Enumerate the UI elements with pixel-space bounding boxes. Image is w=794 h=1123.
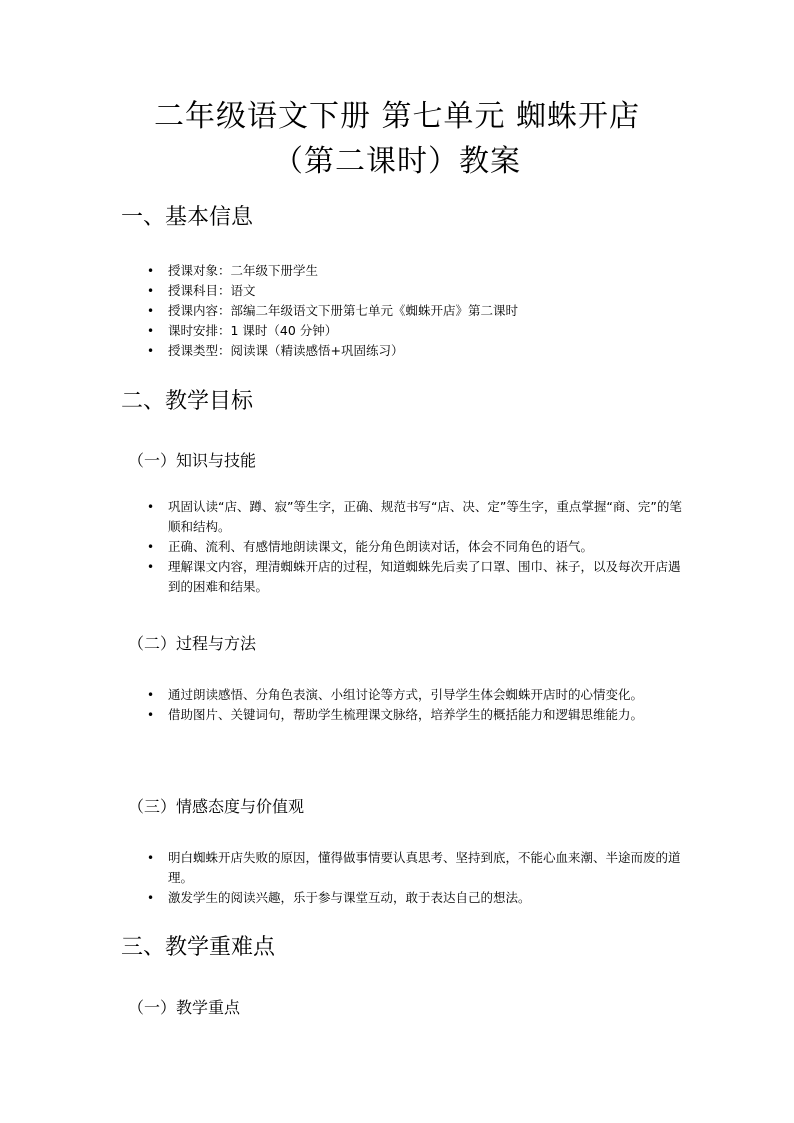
list-item: • 通过朗读感悟、分角色表演、小组讨论等方式，引导学生体会蜘蛛开店时的心情变化。 bbox=[147, 685, 682, 705]
subsection-heading-knowledge-skills: （一）知识与技能 bbox=[128, 451, 257, 470]
subsection-heading-teaching-focus: （一）教学重点 bbox=[128, 998, 241, 1017]
list-item: • 正确、流利、有感情地朗读课文，能分角色朗读对话，体会不同角色的语气。 bbox=[147, 537, 682, 557]
list-item: • 课时安排：1 课时（40 分钟） bbox=[147, 321, 682, 341]
section-heading-basic-info: 一、基本信息 bbox=[121, 205, 254, 230]
subsection-heading-process-method: （二）过程与方法 bbox=[128, 634, 257, 653]
section-heading-teaching-goals: 二、教学目标 bbox=[121, 389, 254, 414]
knowledge-skills-list bbox=[147, 497, 682, 597]
list-item: • 理解课文内容，理清蜘蛛开店的过程，知道蜘蛛先后卖了口罩、围巾、袜子，以及每次开店遇到的困难和结果。 bbox=[147, 557, 682, 597]
document-title: 二年级语文下册 第七单元 蜘蛛开店 bbox=[153, 99, 641, 134]
list-item: • 巩固认读“店、蹲、寂”等生字，正确、规范书写“店、决、定”等生字，重点掌握“商、完”的笔顺和结构。 bbox=[147, 497, 682, 537]
emotion-values-list bbox=[147, 848, 682, 908]
list-item: • 明白蜘蛛开店失败的原因，懂得做事情要认真思考、坚持到底，不能心血来潮、半途而废的道理。 bbox=[147, 848, 682, 888]
document-subtitle: （第二课时）教案 bbox=[273, 144, 521, 179]
list-item: • 授课内容：部编二年级语文下册第七单元《蜘蛛开店》第二课时 bbox=[147, 301, 682, 321]
list-item: • 授课类型：阅读课（精读感悟+巩固练习） bbox=[147, 341, 682, 361]
list-item: • 借助图片、关键词句，帮助学生梳理课文脉络，培养学生的概括能力和逻辑思维能力。 bbox=[147, 705, 682, 725]
section-heading-key-difficulties: 三、教学重难点 bbox=[121, 935, 276, 960]
process-method-list bbox=[147, 685, 682, 725]
basic-info-list bbox=[147, 261, 682, 361]
list-item: • 授课科目：语文 bbox=[147, 281, 682, 301]
list-item: • 激发学生的阅读兴趣，乐于参与课堂互动，敢于表达自己的想法。 bbox=[147, 888, 682, 908]
subsection-heading-emotion-values: （三）情感态度与价值观 bbox=[128, 797, 305, 816]
list-item: • 授课对象：二年级下册学生 bbox=[147, 261, 682, 281]
